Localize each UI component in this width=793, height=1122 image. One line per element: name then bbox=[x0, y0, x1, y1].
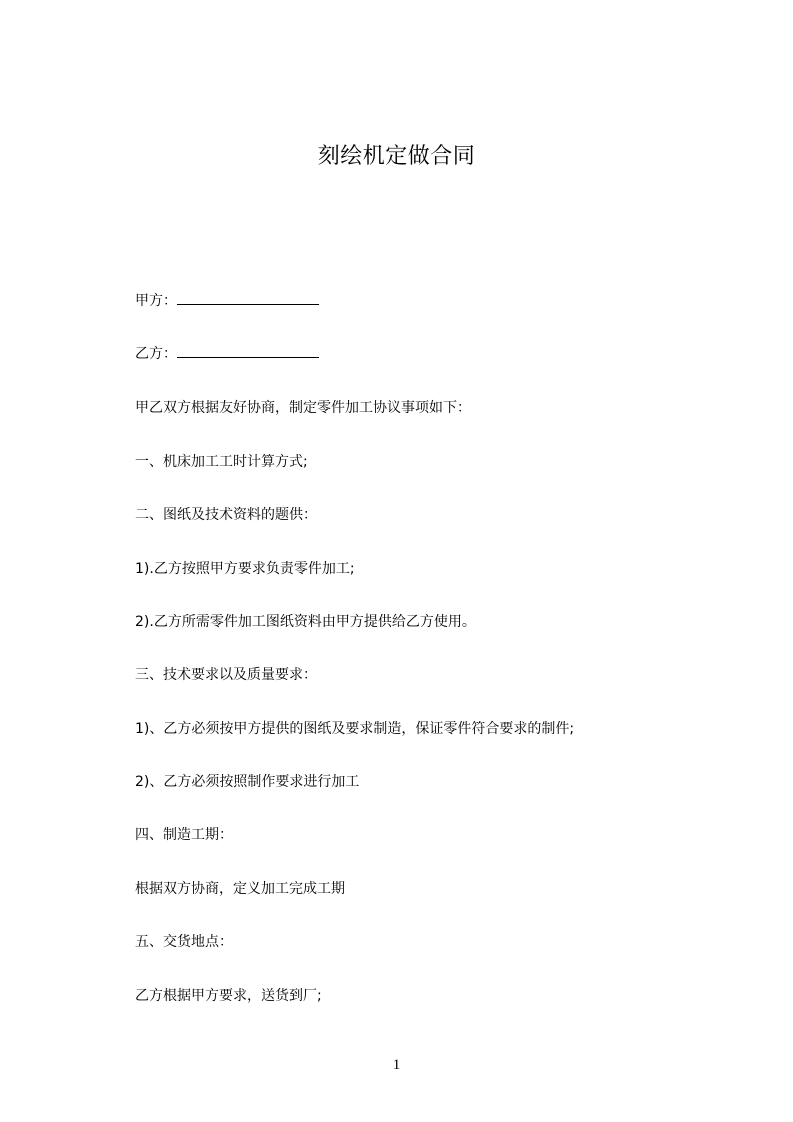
party-b-blank bbox=[177, 343, 319, 358]
party-a-label: 甲方： bbox=[135, 293, 177, 309]
section-2-item-1: 1).乙方按照甲方要求负责零件加工; bbox=[135, 561, 355, 577]
section-3-item-2: 2)、乙方必须按照制作要求进行加工 bbox=[135, 774, 360, 790]
section-2-heading: 二、图纸及技术资料的题供： bbox=[135, 507, 317, 523]
section-3-item-1: 1)、乙方必须按甲方提供的图纸及要求制造，保证零件符合要求的制件; bbox=[135, 721, 575, 737]
section-4-heading: 四、制造工期： bbox=[135, 827, 233, 843]
party-a-line bbox=[135, 290, 319, 311]
section-2-item-2: 2).乙方所需零件加工图纸资料由甲方提供给乙方使用。 bbox=[135, 614, 476, 630]
party-b-line bbox=[135, 343, 319, 364]
page-number: 1 bbox=[392, 1057, 401, 1073]
intro-paragraph: 甲乙双方根据友好协商，制定零件加工协议事项如下： bbox=[135, 400, 471, 416]
document-title: 刻绘机定做合同 bbox=[317, 144, 476, 169]
section-5-text: 乙方根据甲方要求，送货到厂; bbox=[135, 988, 322, 1004]
party-b-label: 乙方： bbox=[135, 346, 177, 362]
section-3-heading: 三、技术要求以及质量要求： bbox=[135, 667, 317, 683]
party-a-blank bbox=[177, 290, 319, 305]
section-1-heading: 一、机床加工工时计算方式; bbox=[135, 454, 308, 470]
section-4-text: 根据双方协商，定义加工完成工期 bbox=[135, 881, 345, 897]
section-5-heading: 五、交货地点： bbox=[135, 934, 233, 950]
